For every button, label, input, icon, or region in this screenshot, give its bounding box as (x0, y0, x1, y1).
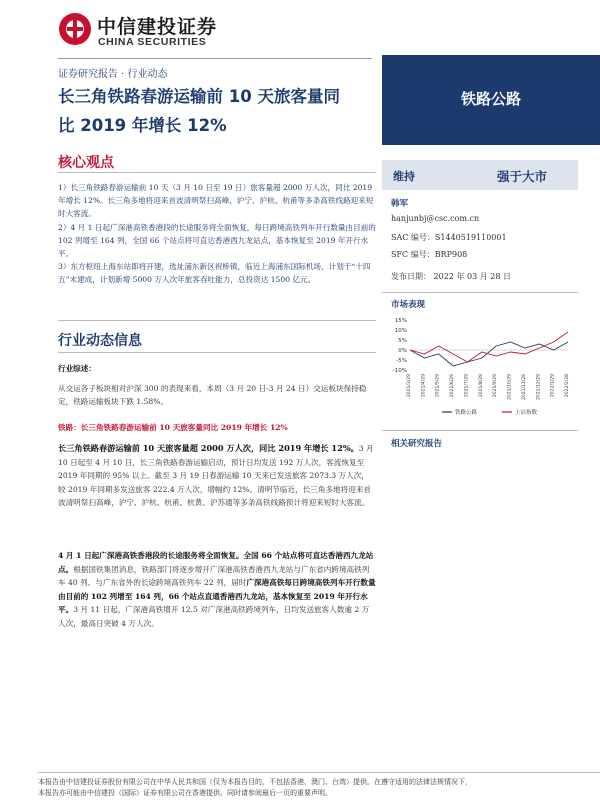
core-point-3: 3）东方枢纽上海东站即将开建，选址浦东新区祝桥镇，临近上海浦东国际机场，计划于“十四五”末建成，计划新增 5000 万人次年旅客吞吐能力，总投资达 1500 亿元。 (58, 262, 371, 285)
y-tick-label: 0% (398, 348, 407, 354)
para2-text-2: 3 月 11 日起，广深港高铁增开 12.5 对广深港高铁跨境列车，日均发送旅客人数逾 2 万人次，最高日突破 4 万人次。 (58, 605, 370, 628)
brand-name-cn: 中信建投证券 (97, 16, 218, 38)
x-tick-label: 2022/1/29 (550, 374, 556, 398)
analyst-sac: SAC 编号：S1440519110001 (391, 233, 507, 242)
para2-bold: 4 月 1 日起广深港高铁香港段的长途服务将全面恢复。全国 66 个站点将可直达香港西九龙站点。 (58, 551, 374, 574)
core-view-heading: 核心观点 (58, 155, 114, 171)
legend-label: 铁路公路 (455, 410, 478, 416)
y-tick-label: -5% (396, 358, 407, 364)
x-tick-label: 2021/3/29 (407, 374, 412, 398)
summary-text: 从交运各子板块相对沪深 300 的表现来看，本周（3 月 20 日-3 月 24 日）交运板块保持稳定，铁路运输板块下跌 1.58%。 (58, 383, 367, 407)
industry-para-1 (58, 442, 376, 510)
analyst-sfc: SFC 编号：BRP908 (391, 250, 468, 259)
rating-value: 强于大市 (497, 169, 548, 184)
x-tick-label: 2021/10/29 (507, 374, 513, 400)
railway-subheading: 铁路：长三角铁路春游运输前 10 天旅客量同比 2019 年增长 12% (58, 423, 288, 432)
y-tick-label: 15% (394, 318, 407, 324)
industry-divider (58, 352, 376, 353)
related-research-heading: 相关研究报告 (391, 439, 443, 449)
x-tick-label: 2021/11/29 (521, 374, 527, 400)
sector-name: 铁路公路 (460, 90, 521, 108)
industry-divider-top (58, 320, 376, 321)
market-performance-heading: 市场表现 (391, 300, 426, 310)
report-title-line2: 比 2019 年增长 12% (58, 116, 227, 135)
legend-label: 上证指数 (515, 410, 538, 416)
sidebar-divider-2 (382, 430, 578, 431)
x-tick-label: 2021/4/29 (421, 374, 427, 398)
report-type: 证券研究报告 · 行业动态 (58, 69, 168, 80)
report-title-line1: 长三角铁路春游运输前 10 天旅客量同 (58, 87, 340, 106)
x-tick-label: 2021/5/29 (435, 374, 441, 398)
sidebar-divider-1 (382, 292, 578, 293)
summary-label: 行业综述： (58, 364, 96, 373)
industry-para-2 (58, 549, 376, 631)
core-point-1: 1）长三角铁路春游运输前 10 天（3 月 10 日至 19 日）旅客量超 2000 万人次，同比 2019 年增长 12%。长三角多地将迎来首波清明祭扫高峰，沪宁、沪杭、杭甬等多条高铁线路迎来短时大客流。 (58, 183, 374, 219)
core-point-2: 2）4 月 1 日起广深港高铁香港段的长途服务将全面恢复，每日跨境高铁列车开行数量由目前的 102 列增至 164 列，全国 66 个站点将可直达香港西九龙站点，基本恢复至 2019 年开行水平。 (58, 222, 376, 259)
brand-logo-icon (58, 12, 92, 46)
y-tick-label: 5% (398, 338, 407, 344)
x-tick-label: 2021/9/29 (493, 374, 499, 398)
series-line-1 (410, 332, 568, 362)
x-tick-label: 2021/7/29 (464, 374, 470, 398)
y-tick-label: 10% (394, 328, 407, 334)
footer-line-2: 本报告亦可能由中信建投（国际）证券有限公司在香港提供。同时请参阅最后一页的重要声明。 (38, 789, 332, 797)
para2-bold-2: 广深港高铁每日跨境高铁列车开行数量由目前的 102 列增至 164 列，66 个站点直通香港西九龙站，基本恢复至 2019 年开行水平。 (58, 578, 376, 615)
x-tick-label: 2021/8/29 (478, 374, 484, 398)
analyst-name: 韩军 (391, 199, 409, 209)
core-view-body (58, 181, 376, 287)
report-title (58, 82, 378, 140)
x-tick-label: 2022/2/28 (565, 374, 570, 398)
industry-summary (58, 362, 376, 409)
footer-disclaimer (38, 777, 598, 799)
para1-text: 3 月 10 日起至 4 月 10 日，长三角铁路春游运输启动，预计日均发送 192 万人次，客流恢复至 2019 年同期的 95% 以上。截至 3 月 19 日春游运输 10 天来已发送旅客 2073.3 万人次，较 2019 年同期多发送旅客 222.4 万人次，增幅约 12%。清明节临近，长三角多地将迎来首波清明祭扫高峰，沪宁、沪杭、杭甬、杭黄、沪苏通等多条高铁线路预计将迎来短时大客流。 (58, 444, 374, 508)
release-date: 发布日期： 2022 年 03 月 28 日 (391, 272, 511, 281)
rating-action: 维持 (393, 170, 415, 183)
x-tick-label: 2021/6/29 (450, 374, 456, 398)
footer-divider (38, 772, 600, 773)
para2-text: 根据国铁集团消息，铁路部门将逐步增开广深港高铁香港西九龙站与广东省内跨境高铁列车 40 列、与广东省外的长途跨境高铁列车 22 列，届时 (58, 564, 370, 588)
analyst-email[interactable]: hanjunbj@csc.com.cn (391, 214, 480, 223)
y-tick-label: -10% (392, 368, 407, 374)
brand-name-en: CHINA SECURITIES (98, 36, 207, 48)
core-divider (58, 172, 376, 173)
para1-bold: 长三角铁路春游运输前 10 天旅客量超 2000 万人次，同比 2019 年增长 12%。 (58, 443, 359, 453)
x-tick-label: 2021/12/29 (536, 374, 542, 400)
industry-heading: 行业动态信息 (58, 333, 142, 349)
market-performance-chart (384, 312, 580, 420)
footer-line-1: 本报告由中信建投证券股份有限公司在中华人民共和国（仅为本报告目的，不包括香港、澳门、台湾）提供。在遵守适用的法律法规情况下， (38, 778, 472, 786)
header-divider (58, 58, 372, 59)
